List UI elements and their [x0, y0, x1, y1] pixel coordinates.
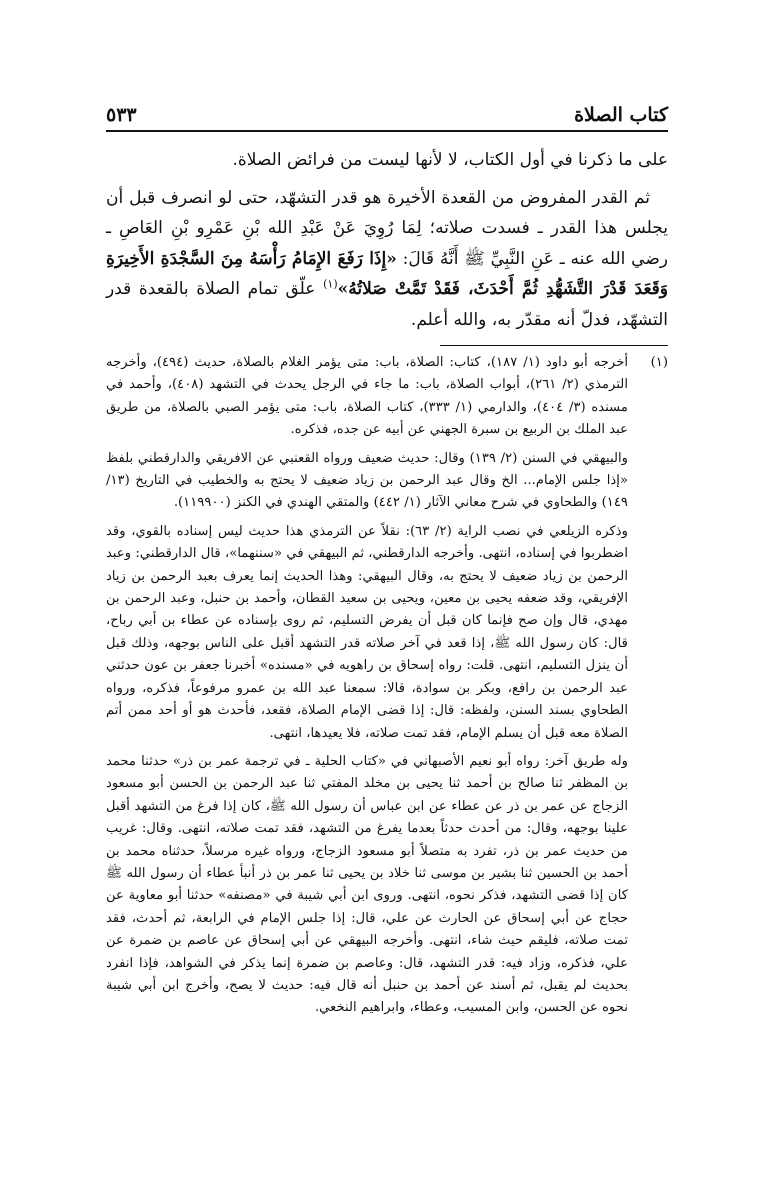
footnote-paragraph: وذكره الزيلعي في نصب الراية (٢/ ٦٣): نقلاً عن الترمذي هذا حديث ليس إسناده بالقوي، وقد اضطربوا في إسناده، انتهى. وأخرجه الدارقطني، ثم البيهقي في «سننهما»، قال الدارقطني: وعبد الرحمن بن زياد ضعيف لا يحتج به، وقال البيهقي: وهذا الحديث إنما يعرف بعبد الرحمن بن زياد الإفريقي، وقد ضعفه يحيى بن معين، ويحيى بن سعيد القطان، وأحمد بن حنبل، وعبد الرحمن بن مهدي، قال وإن صح فإنما كان قبل أن يفرض التسليم، ثم روى بإسناده عن عطاء بن أبي رباح، قال: كان رسول الله ﷺ، إذا قعد في آخر صلاته قدر التشهد أقبل على الناس بوجهه، وذلك قبل أن ينزل التسليم، انتهى. قلت: رواه إسحاق بن راهويه في «مسنده» أخبرنا جعفر بن عون حدثني عبد الرحمن بن رافع، وبكر بن سوادة، قالا: سمعنا عبد الله بن عمرو مرفوعاً، فذكره، ورواه الطحاوي بسند السنن، ولفظه: قال: إذا قضى الإمام الصلاة، فقعد، فأحدث هو أو أحد ممن أتم الصلاة معه قبل أن يسلم الإمام، فقد تمت صلاته، فلا يعيدها، انتهى.: [106, 523, 628, 741]
footnote-paragraph: وله طريق آخر: رواه أبو نعيم الأصبهاني في «كتاب الحلية ـ في ترجمة عمر بن ذر» حدثنا محمد بن المظفر ثنا صالح بن أحمد ثنا يحيى بن مخلد المفتي ثنا عبد الرحمن بن الحسن أبو مسعود الزجاج عن عمر بن ذر عن عطاء عن ابن عباس أن رسول الله ﷺ، كان إذا فرغ من التشهد أقبل علينا بوجهه، وقال: من أحدث حدثاً بعدما يفرغ من التشهد، فقد تمت صلاته، انتهى. وقال: غريب من حديث عمر بن ذر، تفرد به متصلاً أبو مسعود الزجاج، ورواه غيره مرسلاً، حدثناه محمد بن أحمد بن الحسين ثنا بشير بن موسى ثنا خلاد بن يحيى ثنا عمر بن ذر أنبأ عطاء أن رسول الله ﷺ كان إذا قضى التشهد، فذكر نحوه، انتهى. وروى ابن أبي شيبة في «مصنفه» حدثنا أبو معاوية عن حجاج عن أبي إسحاق عن الحارث عن علي، قال: إذا جلس الإمام في الرابعة، ثم أحدث، فقد تمت صلاته، فليقم حيث شاء، انتهى. وأخرجه البيهقي عن أبي إسحاق عن عاصم بن ضمرة عن علي، فذكره، وزاد فيه: قدر التشهد، قال: وعاصم بن ضمرة إنما يذكر في الشواهد، فإذا انفرد بحديث لم يقبل، ثم أسند عن أحمد بن حنبل أنه قال فيه: حديث لا يصح، وأخرج ابن أبي شيبة نحوه عن الحسن، وابن المسيب، وعطاء، وابراهيم النخعي.: [106, 753, 628, 1016]
footnote-divider: [440, 345, 668, 346]
hadith-quote: «إِذَا رَفَعَ الإِمَامُ رَأْسَهُ مِنَ السَّجْدَةِ الأَخِيرَةِ وَقَعَدَ قَدْرَ التَّشَهُّدِ ثُمَّ أَحْدَثَ، فَقَدْ تَمَّتْ صَلاتُهُ»: [106, 248, 668, 299]
main-text: [106, 145, 668, 335]
page-header: [106, 96, 668, 126]
footnotes: [106, 352, 668, 1020]
page-number: ٥٣٣: [106, 104, 137, 126]
paragraph-2-conclusion: علّق تمام الصلاة بالقعدة قدر التشهّد، فدلّ أنه مقدّر به، والله أعلم.: [106, 279, 668, 330]
paragraph-2: [106, 183, 668, 336]
running-title: كتاب الصلاة: [574, 104, 668, 126]
paragraph-2-intro: ثم القدر المفروض من القعدة الأخيرة هو قدر التشهّد، حتى لو انصرف قبل أن يجلس هذا القدر ـ فسدت صلاته؛ لِمَا رُوِيَ عَنْ عَبْدِ الله بْنِ عَمْرِو بْنِ العَاصِ ـ رضي الله عنه ـ عَنِ النَّبِيِّ ﷺ أَنَّهُ قَالَ:: [106, 187, 668, 269]
footnote-body: [106, 352, 628, 1020]
footnote-marker: (١): [323, 277, 338, 291]
footnote-1: [106, 352, 668, 1020]
header-divider: [106, 130, 668, 132]
footnote-paragraph: أخرجه أبو داود (١/ ١٨٧)، كتاب: الصلاة، باب: متى يؤمر الغلام بالصلاة، حديث (٤٩٤)، وأخرجه الترمذي (٢/ ٢٦١)، أبواب الصلاة، باب: ما جاء في الرجل يحدث في التشهد (٤٠٨)، وأحمد في مسنده (٣/ ٤٠٤)، والدارمي (١/ ٣٣٣)، كتاب الصلاة، باب: متى يؤمر الصبي بالصلاة، من طريق عبد الملك بن الربيع بن سبرة الجهني عن أبيه عن جده، فذكره.: [106, 355, 629, 438]
paragraph-1: على ما ذكرنا في أول الكتاب، لا لأنها ليست من فرائض الصلاة.: [232, 150, 668, 170]
footnote-number: (١): [650, 355, 668, 370]
footnote-paragraph: والبيهقي في السنن (٢/ ١٣٩) وقال: حديث ضعيف ورواه القعنبي عن الافريقي والدارقطني بلفظ «إذا جلس الإمام... الخ وقال عبد الرحمن بن زياد ضعيف لا يحتج به والخطيب في التاريخ (١٣/ ١٤٩) والطحاوي في شرح معاني الآثار (١/ ٤٤٢) والمتقي الهندي في الكنز (١١٩٩٠٠).: [106, 450, 628, 511]
